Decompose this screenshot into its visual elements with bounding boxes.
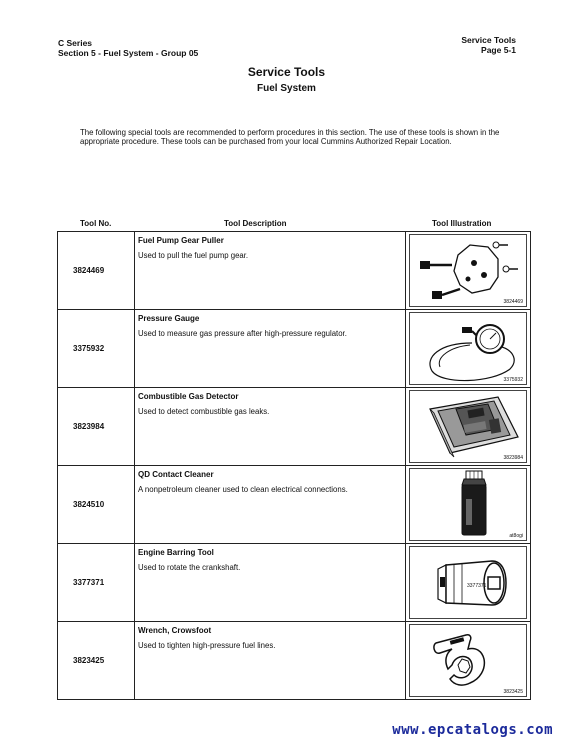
- page-header-right: [461, 35, 516, 55]
- table-row: [58, 622, 531, 700]
- tool-description: Used to measure gas pressure after high-pressure regulator.: [138, 329, 347, 338]
- intro-paragraph: The following special tools are recommended to perform procedures in this section. The use of these tools is shown in the appropriate procedure. These tools can be purchased from your local Cummins Authorized Repair Location.: [80, 128, 500, 147]
- illustration-ref: at8ogi: [509, 533, 523, 539]
- doc-title-label: Service Tools: [461, 35, 516, 45]
- tool-illustration: [409, 624, 527, 697]
- illustration-ref: 3823425: [503, 689, 523, 695]
- tool-name: Fuel Pump Gear Puller: [138, 236, 224, 245]
- tool-number: 3823425: [73, 656, 105, 665]
- tool-description-cell: [135, 232, 406, 310]
- tool-illustration-cell: [406, 232, 531, 310]
- table-row: [58, 232, 531, 310]
- tool-illustration-cell: [406, 622, 531, 700]
- tools-table: [57, 231, 531, 700]
- column-header-illustration: Tool Illustration: [432, 219, 492, 228]
- tool-illustration: [409, 234, 527, 307]
- engraving-text: 3377371: [467, 583, 487, 589]
- tool-number-cell: [58, 544, 135, 622]
- tool-number: 3823984: [73, 422, 105, 431]
- table-row: [58, 544, 531, 622]
- tool-description-cell: [135, 466, 406, 544]
- tool-number-cell: [58, 466, 135, 544]
- tool-description-cell: [135, 544, 406, 622]
- tool-illustration: [409, 468, 527, 541]
- page-header-left: [58, 38, 198, 58]
- tool-illustration: [409, 390, 527, 463]
- tool-number: 3824469: [73, 266, 105, 275]
- barring-tool-icon: [410, 547, 526, 618]
- tool-description-cell: [135, 622, 406, 700]
- tool-description: Used to tighten high-pressure fuel lines.: [138, 641, 276, 650]
- tool-number-cell: [58, 310, 135, 388]
- tool-description: A nonpetroleum cleaner used to clean electrical connections.: [138, 485, 348, 494]
- column-header-description: Tool Description: [224, 219, 287, 228]
- tool-description: Used to rotate the crankshaft.: [138, 563, 241, 572]
- tool-illustration-cell: [406, 310, 531, 388]
- illustration-ref: 3823984: [503, 455, 523, 461]
- tool-illustration-cell: [406, 466, 531, 544]
- tool-description-cell: [135, 388, 406, 466]
- section-label: Section 5 - Fuel System - Group 05: [58, 48, 199, 58]
- tool-name: Pressure Gauge: [138, 314, 200, 323]
- tool-name: Combustible Gas Detector: [138, 392, 239, 401]
- tool-description: Used to detect combustible gas leaks.: [138, 407, 270, 416]
- tool-description-cell: [135, 310, 406, 388]
- tool-illustration: [409, 546, 527, 619]
- table-row: [58, 310, 531, 388]
- tool-description: Used to pull the fuel pump gear.: [138, 251, 249, 260]
- column-header-tool-no: Tool No.: [80, 219, 112, 228]
- tool-name: Wrench, Crowsfoot: [138, 626, 212, 635]
- series-label: C Series: [58, 38, 93, 48]
- crowsfoot-wrench-icon: [410, 625, 526, 696]
- tool-number-cell: [58, 232, 135, 310]
- tool-illustration-cell: [406, 388, 531, 466]
- tool-illustration-cell: [406, 544, 531, 622]
- tool-number: 3377371: [73, 578, 105, 587]
- tool-number: 3375932: [73, 344, 105, 353]
- page-subtitle: Fuel System: [257, 83, 316, 94]
- illustration-ref: 3375932: [503, 377, 523, 383]
- tool-name: Engine Barring Tool: [138, 548, 214, 557]
- tool-illustration: [409, 312, 527, 385]
- spray-can-icon: [410, 469, 526, 540]
- page-number: Page 5-1: [481, 45, 516, 55]
- tool-name: QD Contact Cleaner: [138, 470, 214, 479]
- table-row: [58, 388, 531, 466]
- page-title: Service Tools: [247, 65, 326, 79]
- gear-puller-icon: [410, 235, 526, 306]
- pressure-gauge-icon: [410, 313, 526, 384]
- gas-detector-icon: [410, 391, 526, 462]
- tool-number: 3824510: [73, 500, 105, 509]
- table-row: [58, 466, 531, 544]
- tool-number-cell: [58, 388, 135, 466]
- illustration-ref: 3824469: [503, 299, 523, 305]
- tool-number-cell: [58, 622, 135, 700]
- watermark-url: www.epcatalogs.com: [392, 722, 553, 738]
